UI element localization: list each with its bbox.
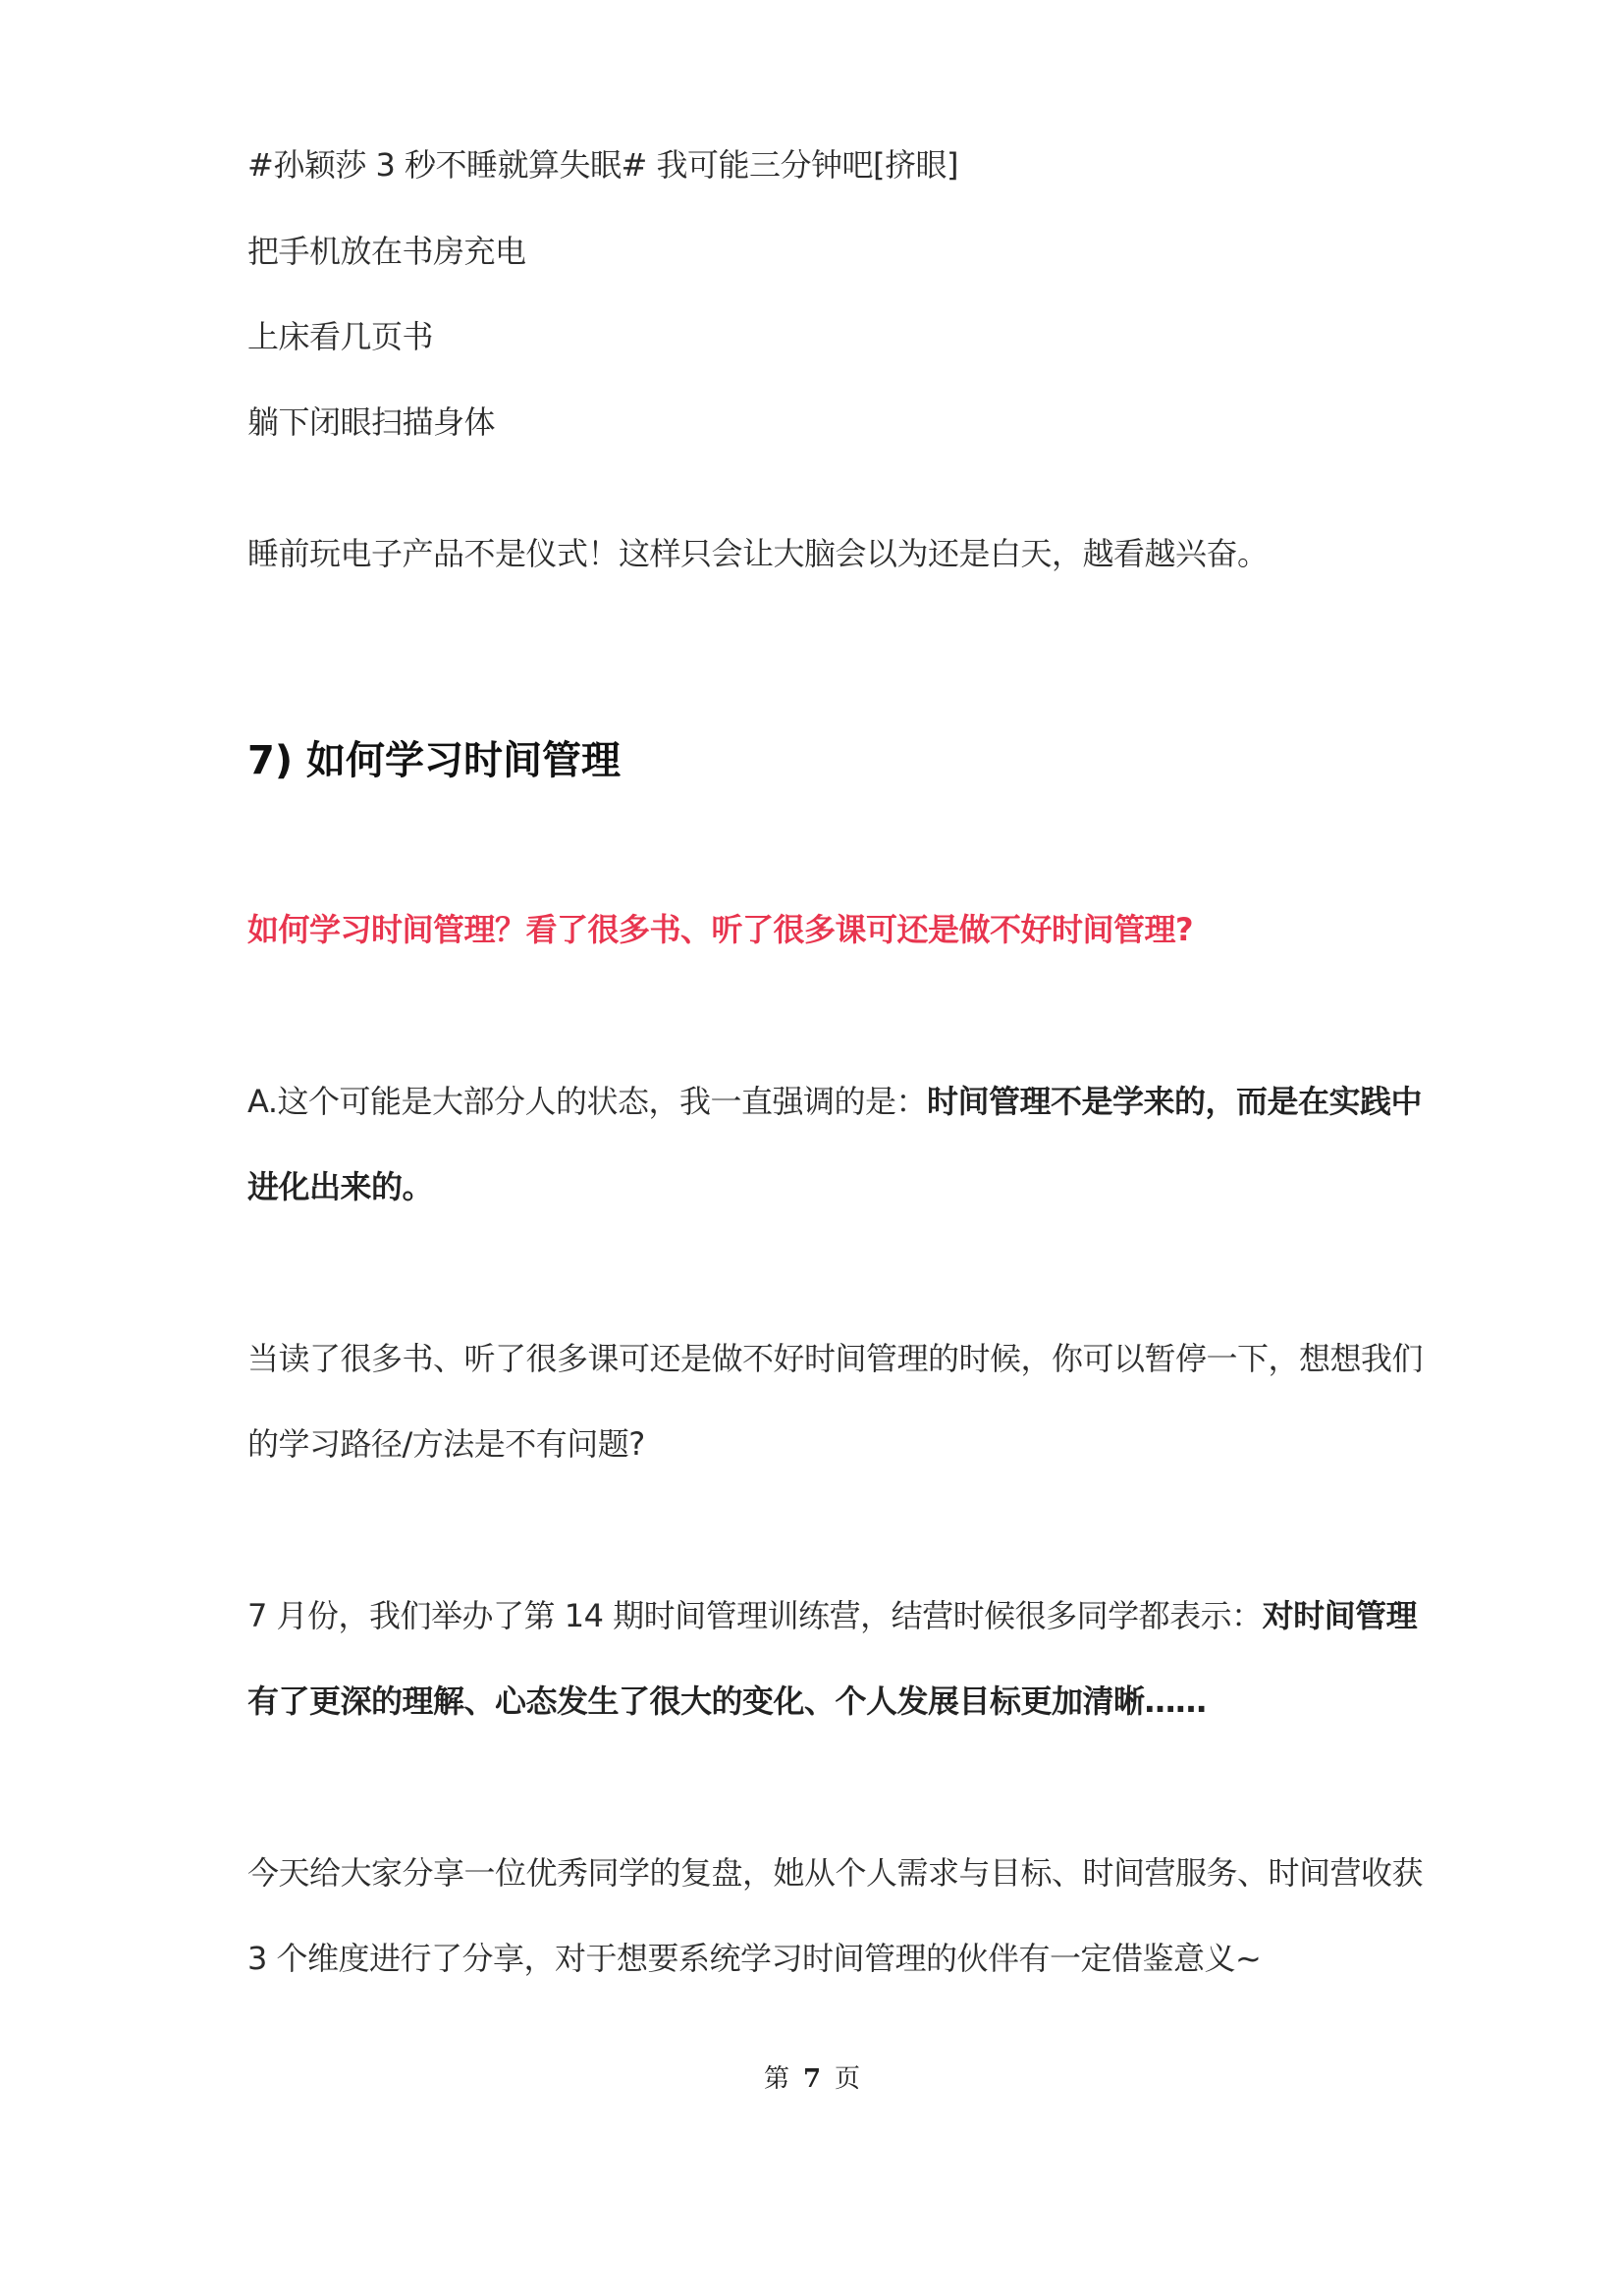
page-label-suffix: 页	[835, 2064, 861, 2094]
section-heading: 7) 如何学习时间管理	[247, 738, 622, 783]
page-footer	[0, 2061, 1624, 2097]
paragraph-b-line-2: 的学习路径/方法是不有问题?	[247, 1425, 645, 1463]
paragraph-a-bold-2: 进化出来的。	[247, 1168, 434, 1205]
paragraph-a-line-2	[247, 1165, 433, 1208]
text-line-book: 上床看几页书	[247, 318, 434, 355]
text-line-electronics: 睡前玩电子产品不是仪式！这样只会让大脑会以为还是白天，越看越兴奋。	[247, 535, 1269, 572]
text-line-hashtag: #孙颖莎 3 秒不睡就算失眠# 我可能三分钟吧[挤眼]	[247, 146, 958, 184]
highlighted-question: 如何学习时间管理？看了很多书、听了很多课可还是做不好时间管理?	[247, 911, 1194, 948]
paragraph-c-line-2	[247, 1680, 1207, 1723]
paragraph-c-line-1	[247, 1594, 1417, 1637]
paragraph-c-plain: 7 月份，我们举办了第 14 期时间管理训练营，结营时候很多同学都表示：	[247, 1597, 1263, 1634]
text-line-phone: 把手机放在书房充电	[247, 233, 526, 270]
paragraph-d-line-2: 3 个维度进行了分享，对于想要系统学习时间管理的伙伴有一定借鉴意义~	[247, 1940, 1262, 1977]
paragraph-a-plain: A.这个可能是大部分人的状态，我一直强调的是：	[247, 1083, 928, 1120]
page-number: 7	[802, 2064, 822, 2094]
paragraph-c-bold-2: 有了更深的理解、心态发生了很大的变化、个人发展目标更加清晰……	[247, 1682, 1207, 1720]
text-line-body-scan: 躺下闭眼扫描身体	[247, 403, 496, 441]
paragraph-b-line-1: 当读了很多书、听了很多课可还是做不好时间管理的时候，你可以暂停一下，想想我们	[247, 1340, 1424, 1377]
paragraph-c-bold-1: 对时间管理	[1262, 1597, 1418, 1634]
paragraph-d-line-1: 今天给大家分享一位优秀同学的复盘，她从个人需求与目标、时间营服务、时间营收获	[247, 1854, 1424, 1892]
page-label-prefix: 第	[763, 2064, 789, 2094]
paragraph-a-bold-1: 时间管理不是学来的，而是在实践中	[927, 1083, 1423, 1120]
paragraph-a-line-1	[247, 1080, 1422, 1123]
